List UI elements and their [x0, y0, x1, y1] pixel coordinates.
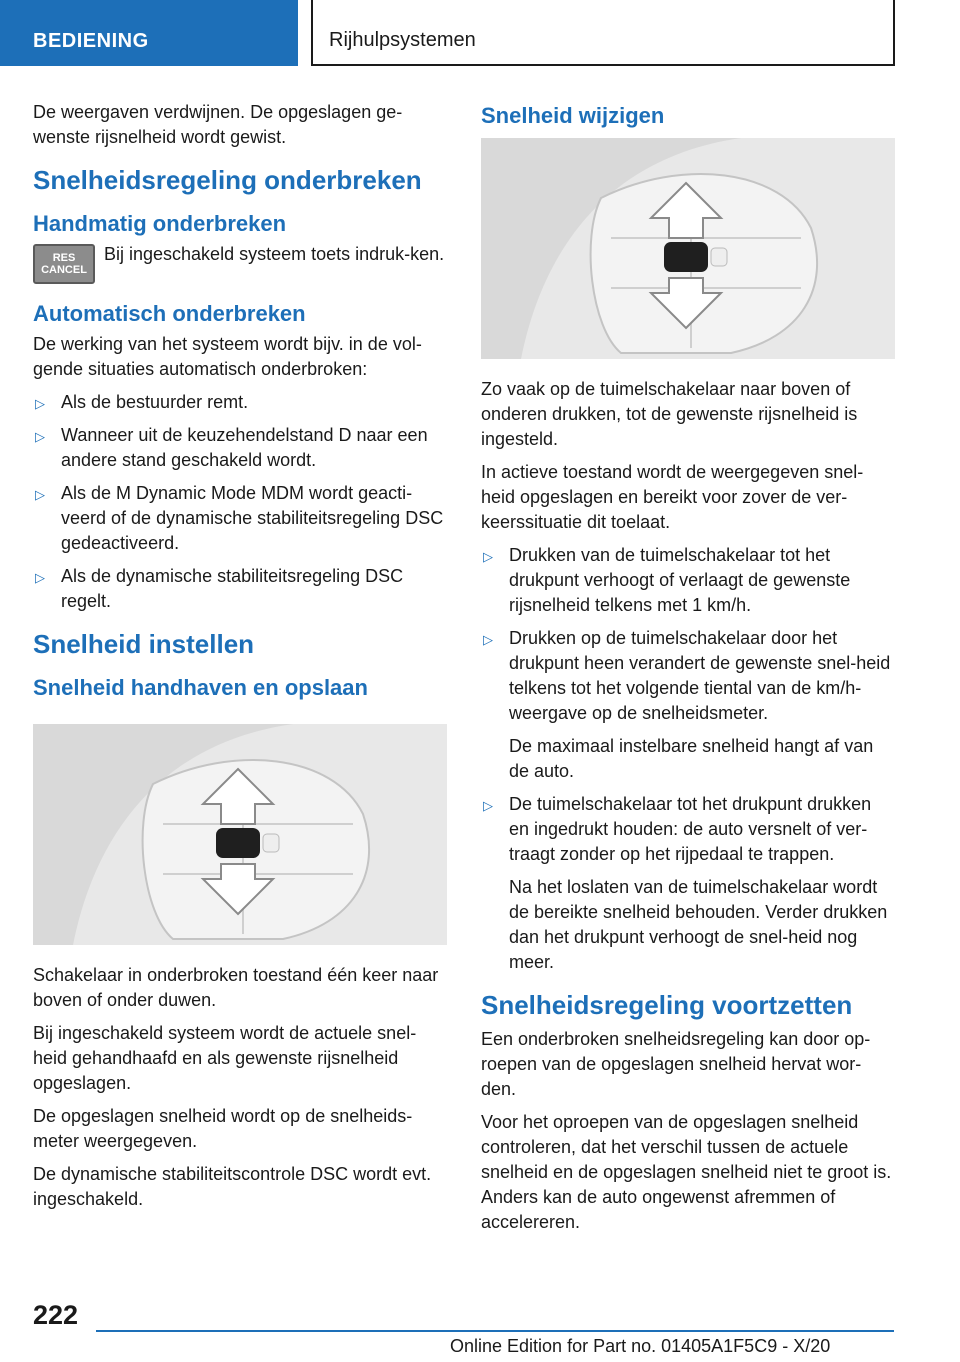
heading-resume: Snelheidsregeling voortzetten [481, 990, 853, 1020]
steering-wheel-switch-illustration [33, 724, 447, 945]
steering-wheel-switch-illustration [481, 138, 895, 359]
list-item-text: Als de bestuurder remt. [61, 392, 249, 412]
res-label: RES [52, 252, 76, 264]
list-item-text: Drukken op de tuimelschakelaar door het drukpunt heen verandert de gewenste snel-heid telkens tot het volgende tiental van de km/h-weergave op de snelheidsmeter. [509, 628, 891, 723]
hold-para-4: De dynamische stabiliteitscontrole DSC wordt evt. ingeschakeld. [33, 1164, 432, 1209]
list-item [481, 792, 895, 975]
hold-para-3: De opgeslagen snelheid wordt op de snelheids-meter weergegeven. [33, 1106, 413, 1151]
triangle-bullet-icon: ▷ [35, 429, 45, 444]
list-item [481, 543, 895, 618]
chapter-title: Rijhulpsystemen [329, 29, 476, 51]
hold-para-1: Schakelaar in onderbroken toestand één keer naar boven of onder duwen. [33, 965, 439, 1010]
rocker-switch-illustration [33, 724, 447, 945]
triangle-bullet-icon: ▷ [483, 549, 493, 564]
list-item [33, 423, 449, 473]
list-item-text: Wanneer uit de keuzehendelstand D naar een andere stand geschakeld wordt. [61, 425, 428, 470]
list-item [33, 481, 449, 556]
auto-interrupt-list [33, 390, 449, 614]
change-para-1: Zo vaak op de tuimelschakelaar naar boven of onderen drukken, tot de gewenste rijsnelheid is ingesteld. [481, 379, 858, 449]
triangle-bullet-icon: ▷ [483, 632, 493, 647]
page-header [0, 0, 960, 66]
res-cancel-button-icon [33, 244, 95, 284]
heading-set-speed: Snelheid instellen [33, 629, 255, 659]
footer-divider [96, 1330, 894, 1332]
cancel-label: CANCEL [41, 264, 87, 276]
triangle-bullet-icon: ▷ [483, 798, 493, 813]
list-item-note: De maximaal instelbare snelheid hangt af van de auto. [509, 736, 874, 781]
heading-hold-speed: Snelheid handhaven en opslaan [33, 675, 368, 700]
auto-interrupt-text: De werking van het systeem wordt bijv. in de vol-gende situaties automatisch onderbroken: [33, 334, 422, 379]
list-item [481, 626, 895, 784]
edition-text: Online Edition for Part no. 01405A1F5C9 - X/20 [450, 1336, 831, 1356]
heading-interrupt: Snelheidsregeling onderbreken [33, 165, 422, 195]
chapter-header-box [311, 0, 895, 66]
triangle-bullet-icon: ▷ [35, 487, 45, 502]
hold-para-2: Bij ingeschakeld systeem wordt de actuele snel-heid gehandhaafd en als gewenste rijsnelheid opgeslagen. [33, 1023, 417, 1093]
right-column [481, 100, 895, 1243]
intro-paragraph: De weergaven verdwijnen. De opgeslagen ge-wenste rijsnelheid wordt gewist. [33, 102, 403, 147]
section-tab: BEDIENING [0, 0, 298, 66]
heading-change-speed: Snelheid wijzigen [481, 103, 665, 128]
list-item-note: Na het loslaten van de tuimelschakelaar wordt de bereikte snelheid behouden. Verder drukken dan het drukpunt verhoogt de snel-heid nog meer. [509, 877, 888, 972]
left-column [33, 100, 449, 1220]
triangle-bullet-icon: ▷ [35, 570, 45, 585]
page-number: 222 [33, 1300, 79, 1330]
list-item [33, 564, 449, 614]
heading-auto-interrupt: Automatisch onderbreken [33, 301, 306, 326]
list-item-text: De tuimelschakelaar tot het drukpunt drukken en ingedrukt houden: de auto versnelt of ver-traagt zonder op het rijpedaal te trappen. [509, 794, 872, 864]
list-item [33, 390, 449, 415]
list-item-text: Drukken van de tuimelschakelaar tot het drukpunt verhoogt of verlaagt de gewenste rijsnelheid telkens met 1 km/h. [509, 545, 851, 615]
resume-para-1: Een onderbroken snelheidsregeling kan door op-roepen van de opgeslagen snelheid hervat wor-den. [481, 1029, 871, 1099]
change-speed-list [481, 543, 895, 975]
change-para-2: In actieve toestand wordt de weergegeven snel-heid opgeslagen en bereikt voor zover de ver-keerssituatie dit toelaat. [481, 462, 864, 532]
heading-manual-interrupt: Handmatig onderbreken [33, 211, 287, 236]
manual-interrupt-row [33, 242, 449, 284]
resume-para-2: Voor het oproepen van de opgeslagen snelheid controleren, dat het verschil tussen de actuele snelheid en de opgeslagen snelheid niet te groot is. Anders kan de auto ongewenst afremmen of accelereren. [481, 1112, 892, 1232]
list-item-text: Als de dynamische stabiliteitsregeling DSC regelt. [61, 566, 404, 611]
list-item-text: Als de M Dynamic Mode MDM wordt geacti-veerd of de dynamische stabiliteitsregeling DSC gedeactiveerd. [61, 483, 444, 553]
rocker-switch-illustration [481, 138, 895, 359]
triangle-bullet-icon: ▷ [35, 396, 45, 411]
manual-interrupt-text: Bij ingeschakeld systeem toets indruk-ken. [104, 244, 445, 264]
